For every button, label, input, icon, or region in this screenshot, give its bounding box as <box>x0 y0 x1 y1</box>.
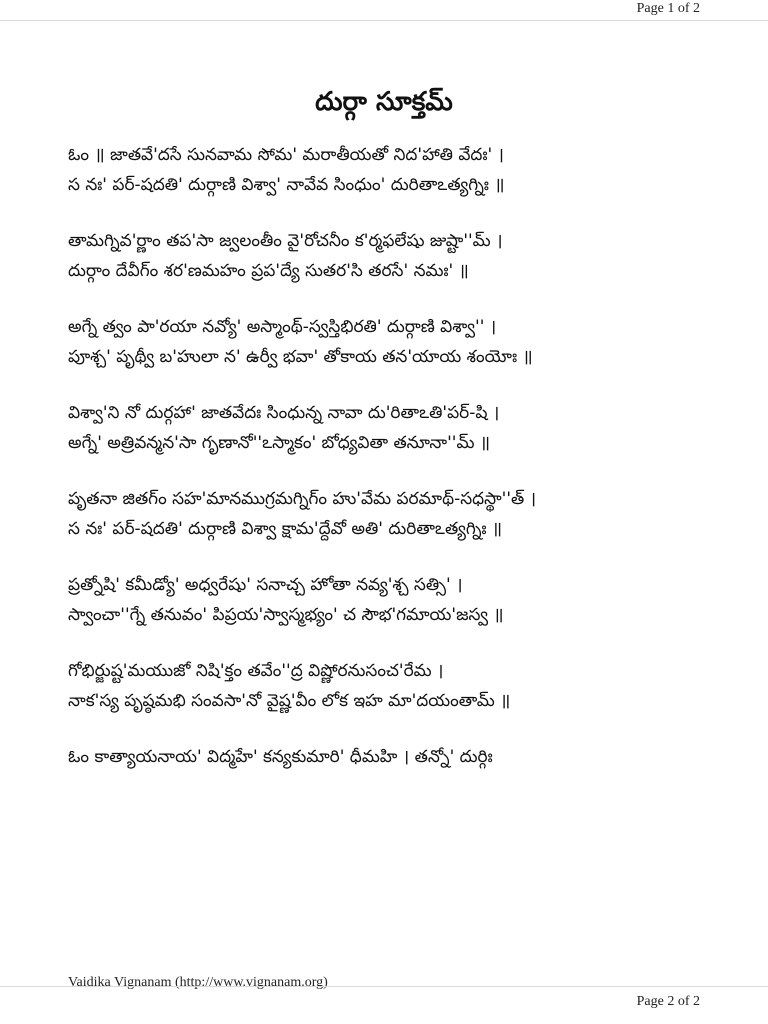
verse-line: ప్రత్నోషి' కమీడ్యో' అధ్వరేషు' సనాచ్చ హోతా నవ్య'శ్చ సత్సి' । <box>68 575 463 595</box>
verse-line: అగ్నే' అత్రివన్మన'సా గృణానో''ఽస్మాకం' బోధ్యవితా తనూనా''మ్ ॥ <box>68 433 491 453</box>
verse-line: ఓం ॥ జాతవే'దసే సునవామ సోమ' మరాతీయతో నిద'హాతి వేదః' । <box>68 145 504 165</box>
stanza-8 <box>68 742 708 772</box>
verse-line: స్వాంచా''గ్నే తనువం' పిప్రయ'స్వాస్మభ్యం' చ సౌభ'గమాయ'జస్వ ॥ <box>68 605 504 625</box>
verse-line: ఓం కాత్యాయనాయ' విద్మహే' కన్యకుమారి' ధీమహి । తన్నో' దుర్గిః <box>68 747 493 767</box>
stanza-3 <box>68 312 708 372</box>
page-title: దుర్గా సూక్తమ్ <box>315 87 453 118</box>
verse-line: పూశ్చ' పృథ్వీ బ'హులా న' ఉర్వీ భవా' తోకాయ తన'యాయ శంయోః ॥ <box>68 347 533 367</box>
stanza-5 <box>68 484 708 544</box>
stanza-1 <box>68 140 708 200</box>
verse-line: పృతనా జితగ్ం సహ'మానముగ్రమగ్నిగ్ం హు'వేమ పరమాథ్-సధస్థా''త్ । <box>68 489 537 509</box>
verse-line: దుర్గాం దేవీగ్ం శర'ణమహం ప్రప'ద్యే సుతర'సి తరసే' నమః' ॥ <box>68 261 469 281</box>
verse-line: స నః' పర్-షదతి' దుర్గాణి విశ్వా' నావేవ సింధుం' దురితాఽత్యగ్నిః ॥ <box>68 175 505 195</box>
page-number-bottom: Page 2 of 2 <box>636 994 700 1009</box>
footer-credit: Vaidika Vignanam (http://www.vignanam.org) <box>68 975 328 990</box>
stanza-4 <box>68 398 708 458</box>
verse-line: విశ్వా'ని నో దుర్గహా' జాతవేదః సింధున్న నావా దు'రితాఽతి'పర్-షి । <box>68 403 500 423</box>
verse-line: స నః' పర్-షదతి' దుర్గాణి విశ్వా క్షామ'ద్దేవో అతి' దురితాఽత్యగ్నిః ॥ <box>68 519 503 539</box>
verse-line: తామగ్నివ'ర్ణాం తప'సా జ్వలంతీం వై'రోచనీం క'ర్మఫలేషు జుష్టా''మ్ । <box>68 231 503 251</box>
page-number-top: Page 1 of 2 <box>636 1 700 16</box>
verse-body <box>68 140 708 798</box>
page-break-divider <box>0 986 768 987</box>
stanza-2 <box>68 226 708 286</box>
verse-line: గోభిర్జుష్ట'మయుజో నిషి'క్తం తవేం''ద్ర విష్ణోరనుసంచ'రేమ । <box>68 661 444 681</box>
verse-line: అగ్నే త్వం పా'రయా నవ్యో' అస్మాంథ్-స్వస్తిభిరతి' దుర్గాణి విశ్వా'' । <box>68 317 497 337</box>
stanza-7 <box>68 656 708 716</box>
verse-line: నాక'స్య పృష్ఠమభి సంవసా'నో వైష్ణ'వీం లోక ఇహ మా'దయంతామ్ ॥ <box>68 691 511 711</box>
stanza-6 <box>68 570 708 630</box>
